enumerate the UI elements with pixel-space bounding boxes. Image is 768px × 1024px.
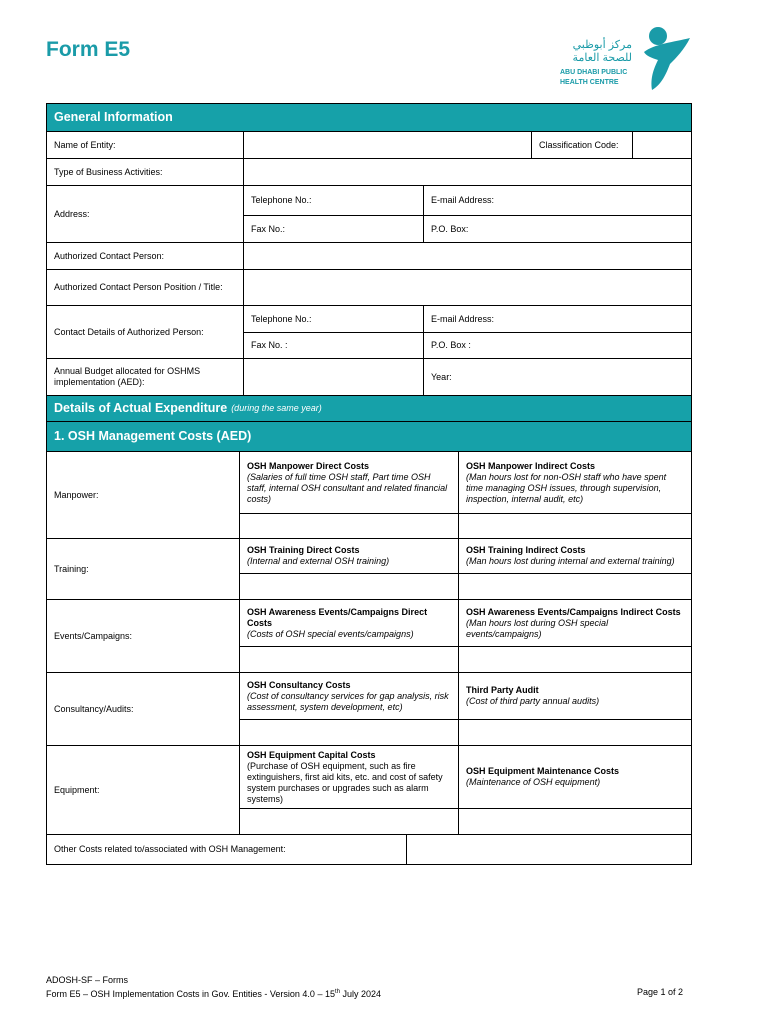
contact-person-label: Authorized Contact Person: xyxy=(46,242,243,269)
contact-po-box-field[interactable]: P.O. Box : xyxy=(423,332,691,358)
footer-line-1: ADOSH-SF – Forms xyxy=(46,975,129,985)
footer-doc-title: Form E5 – OSH Implementation Costs in Gov. Entities - Version 4.0 – 15 xyxy=(46,989,335,999)
direct-cost-title: OSH Training Direct Costs xyxy=(247,545,360,555)
contact-email-field[interactable]: E-mail Address: xyxy=(423,305,691,332)
indirect-cost-description: (Man hours lost during internal and external training) xyxy=(466,556,675,566)
expenditure-heading-text: Details of Actual Expenditure xyxy=(54,401,228,415)
indirect-cost-title: Third Party Audit xyxy=(466,685,539,695)
direct-cost-description: (Internal and external OSH training) xyxy=(247,556,390,566)
expenditure-heading-note: (during the same year) xyxy=(231,403,322,413)
adphc-logo xyxy=(558,24,694,94)
cost-row-label: Training: xyxy=(46,538,239,599)
cost-row-label: Consultancy/Audits: xyxy=(46,672,239,745)
cost-row-label: Events/Campaigns: xyxy=(46,599,239,672)
address-label: Address: xyxy=(46,185,243,242)
general-info-heading: General Information xyxy=(46,103,691,131)
form-table xyxy=(46,103,691,865)
address-po-box-field[interactable]: P.O. Box: xyxy=(423,215,691,242)
indirect-cost-title: OSH Training Indirect Costs xyxy=(466,545,586,555)
cost-row-label: Equipment: xyxy=(46,745,239,834)
osh-costs-heading: 1. OSH Management Costs (AED) xyxy=(46,421,691,451)
contact-telephone-field[interactable]: Telephone No.: xyxy=(243,305,423,332)
annual-budget-label: Annual Budget allocated for OSHMS implementation (AED): xyxy=(46,358,243,395)
indirect-cost-title: OSH Equipment Maintenance Costs xyxy=(466,766,620,776)
direct-cost-description: (Cost of consultancy services for gap analysis, risk assessment, system development, etc) xyxy=(247,690,449,712)
name-of-entity-label: Name of Entity: xyxy=(46,131,243,158)
logo-line-2: HEALTH CENTRE xyxy=(560,79,619,86)
logo-line-1: ABU DHABI PUBLIC xyxy=(560,69,628,76)
address-email-field[interactable]: E-mail Address: xyxy=(423,185,691,215)
direct-cost-description: (Costs of OSH special events/campaigns) xyxy=(247,628,414,639)
year-field[interactable]: Year: xyxy=(423,358,691,395)
indirect-cost-description: (Man hours lost for non-OSH staff who have spent time managing OSH issues, through supervision, inspection, internal audit, etc) xyxy=(466,471,667,504)
direct-cost-title: OSH Equipment Capital Costs xyxy=(247,749,376,760)
logo-figure-icon xyxy=(636,24,694,92)
form-title: Form E5 xyxy=(46,38,131,61)
indirect-cost-description: (Man hours lost during OSH special events/campaigns) xyxy=(466,617,609,639)
classification-code-label: Classification Code: xyxy=(531,131,632,158)
logo-english-text xyxy=(560,68,627,88)
footer-line-2 xyxy=(46,987,381,1000)
direct-cost-title: OSH Manpower Direct Costs xyxy=(247,460,370,471)
direct-cost-title: OSH Consultancy Costs xyxy=(247,679,351,690)
direct-cost-description: (Purchase of OSH equipment, such as fire extinguishers, first aid kits, etc. and cost of safety system purchases or upgrades such as alarm systems) xyxy=(247,760,443,804)
footer-superscript: th xyxy=(334,989,340,995)
direct-cost-title: OSH Awareness Events/Campaigns Direct Costs xyxy=(247,606,428,628)
footer-page-number: Page 1 of 2 xyxy=(637,987,684,997)
footer-doc-date: July 2024 xyxy=(339,989,382,999)
contact-position-label: Authorized Contact Person Position / Title: xyxy=(46,269,243,305)
contact-details-label: Contact Details of Authorized Person: xyxy=(46,305,243,358)
indirect-cost-description: (Maintenance of OSH equipment) xyxy=(466,777,601,787)
contact-fax-field[interactable]: Fax No. : xyxy=(243,332,423,358)
indirect-cost-title: OSH Awareness Events/Campaigns Indirect Costs xyxy=(466,606,681,617)
business-activities-label: Type of Business Activities: xyxy=(46,158,243,185)
table-outer-border xyxy=(46,103,692,865)
indirect-cost-title: OSH Manpower Indirect Costs xyxy=(466,460,596,471)
logo-arabic-text: مركز أبوظبي للصحة العامة xyxy=(572,39,632,64)
address-telephone-field[interactable]: Telephone No.: xyxy=(243,185,423,215)
direct-cost-description: (Salaries of full time OSH staff, Part time OSH staff, internal OSH consultant and related financial costs) xyxy=(247,471,448,504)
indirect-cost-description: (Cost of third party annual audits) xyxy=(466,696,600,706)
address-fax-field[interactable]: Fax No.: xyxy=(243,215,423,242)
other-costs-label: Other Costs related to/associated with OSH Management: xyxy=(46,834,406,864)
cost-row-label: Manpower: xyxy=(46,451,239,538)
